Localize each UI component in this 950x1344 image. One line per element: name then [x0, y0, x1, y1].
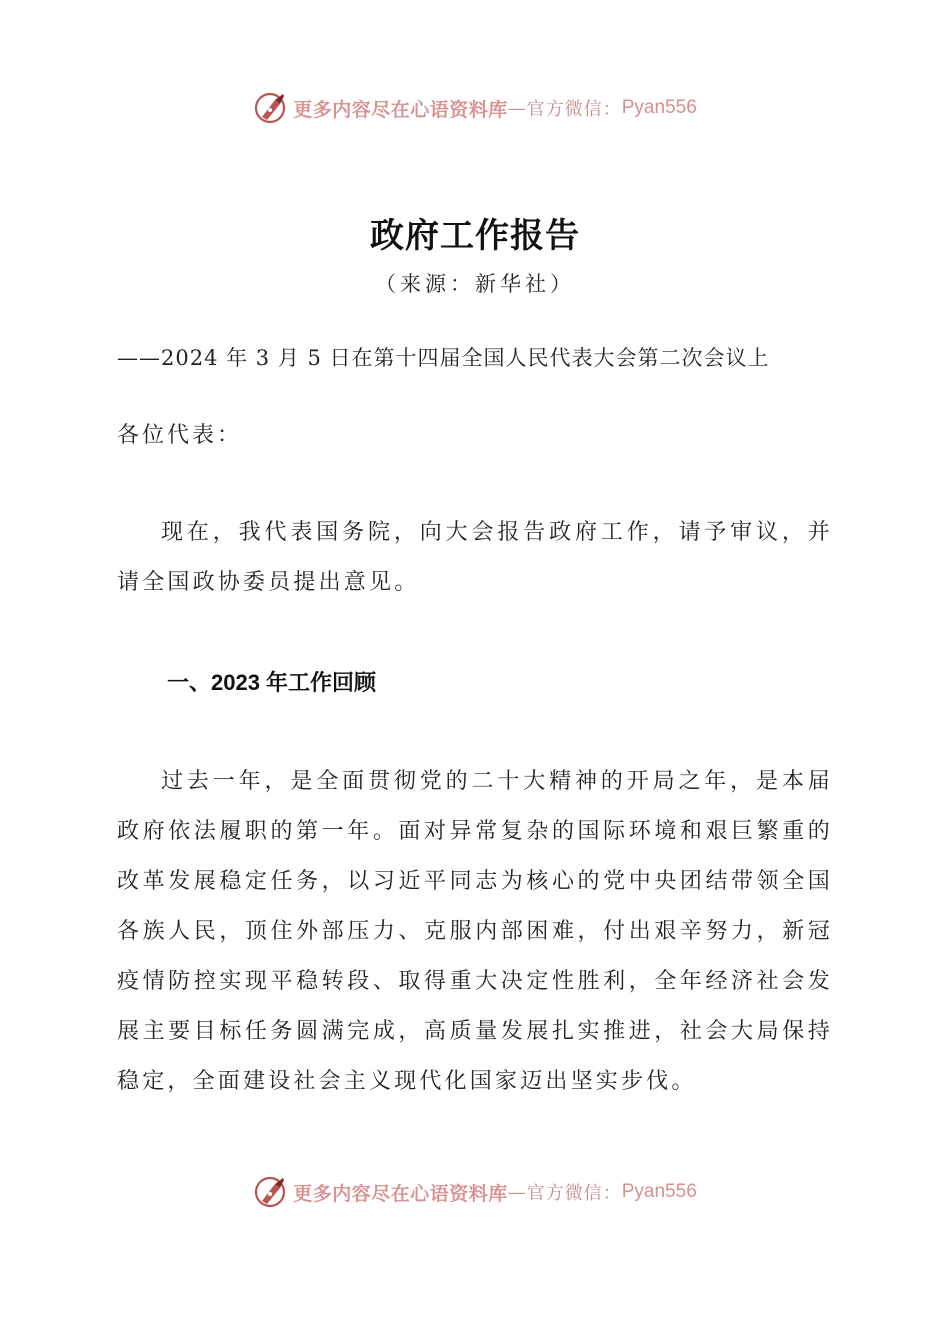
wechat-id: Pyan556	[621, 97, 697, 118]
brand-text: 更多内容尽在心语资料库	[293, 98, 508, 121]
intro-paragraph: 现在，我代表国务院，向大会报告政府工作，请予审议，并请全国政协委员提出意见。	[117, 520, 833, 595]
wechat-id: Pyan556	[621, 1181, 697, 1202]
section-heading: 一、2023 年工作回顾	[167, 670, 377, 695]
separator-dash: —	[507, 97, 527, 119]
document-title: 政府工作报告	[370, 216, 580, 256]
pen-nib-icon	[253, 90, 289, 126]
salutation: 各位代表：	[117, 423, 243, 448]
review-paragraph: 过去一年，是全面贯彻党的二十大精神的开局之年，是本届政府依法履职的第一年。面对异常复杂的国际环境和艰巨繁重的改革发展稳定任务，以习近平同志为核心的党中央团结带领全国各族人民，顶住外部压力、克服内部困难，付出艰辛努力，新冠疫情防控实现平稳转段、取得重大决定性胜利，全年经济社会发展主要目标任务圆满完成，高质量发展扎实推进，社会大局保持稳定，全面建设社会主义现代化国家迈出坚实步伐。	[117, 769, 833, 1094]
wechat-label: 官方微信：	[526, 1183, 622, 1204]
pen-nib-icon	[253, 1174, 289, 1210]
footer-watermark-banner	[0, 1172, 950, 1212]
separator-dash: —	[507, 1181, 527, 1203]
header-watermark-banner	[0, 88, 950, 128]
brand-text: 更多内容尽在心语资料库	[293, 1182, 508, 1205]
document-subtitle: ——2024 年 3 月 5 日在第十四届全国人民代表大会第二次会议上	[117, 346, 770, 370]
document-source: （来源：新华社）	[375, 272, 575, 296]
wechat-label: 官方微信：	[526, 99, 622, 120]
